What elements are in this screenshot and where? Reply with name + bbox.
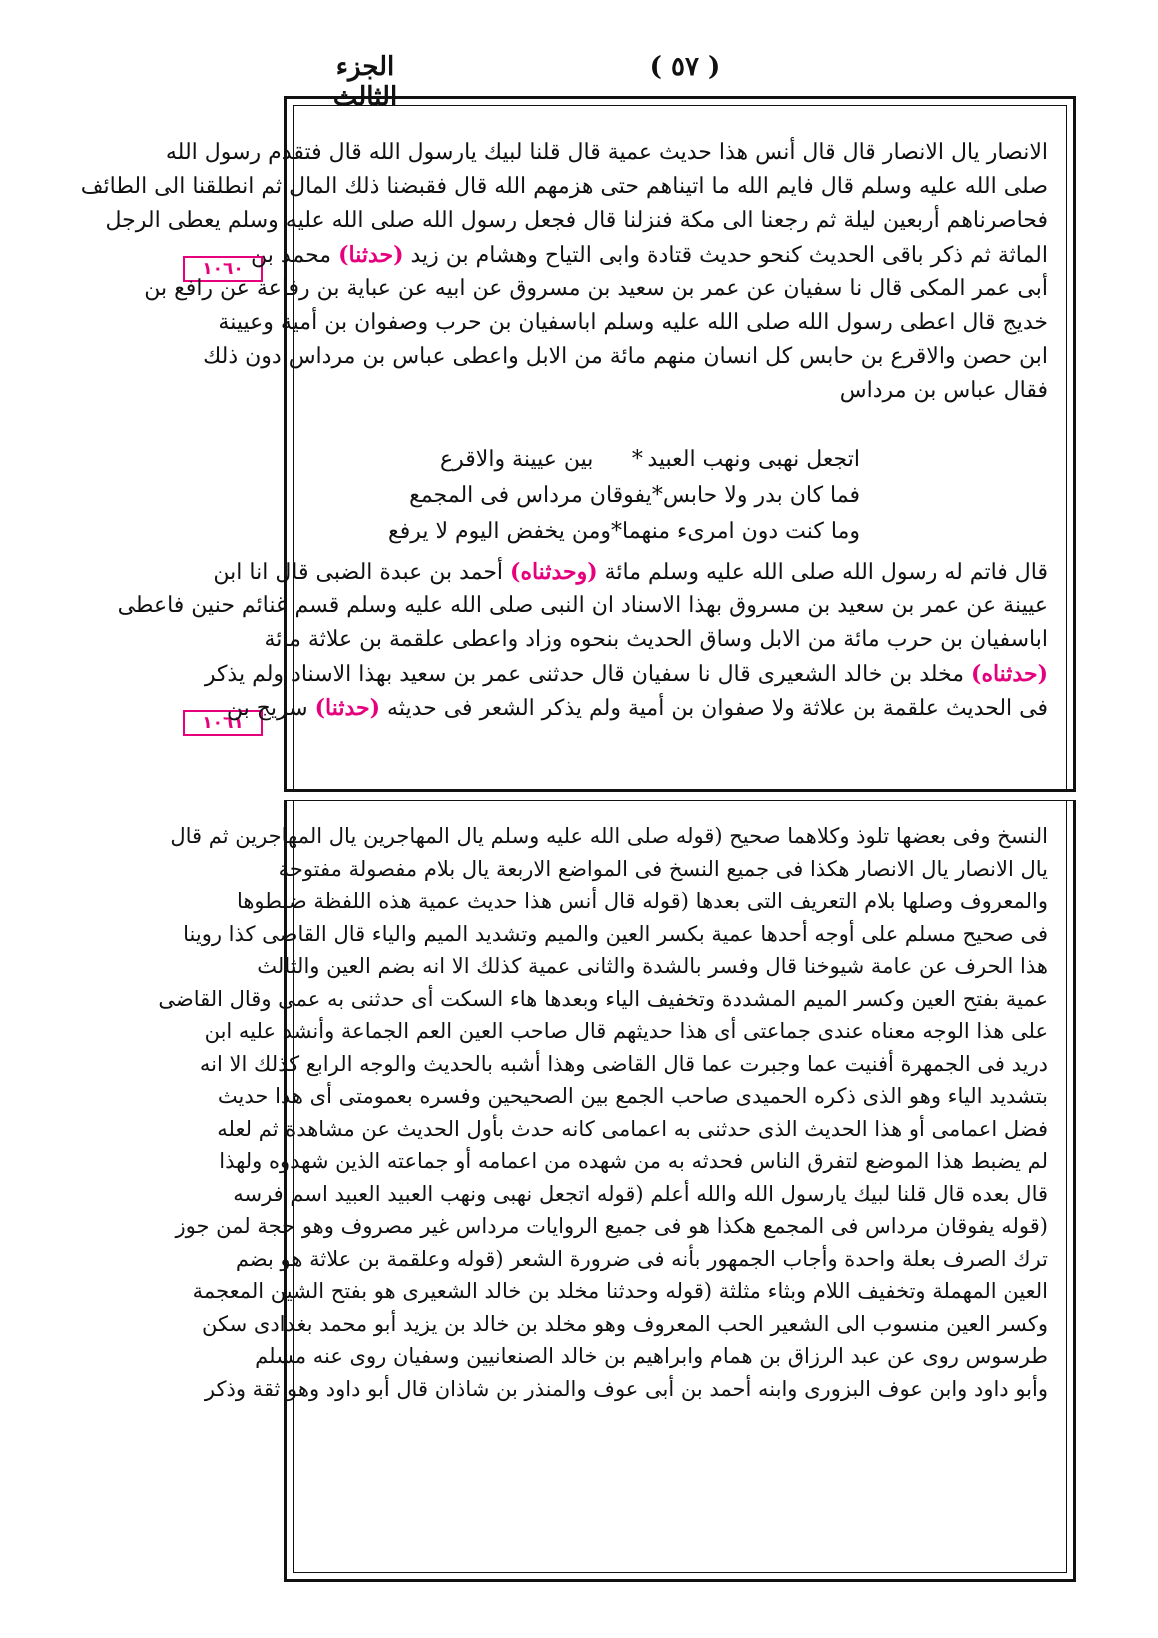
commentary-line: فى صحيح مسلم على أوجه أحدها عمية بكسر العين والميم وتشديد الميم والياء قال القاضى كذا روينا [183,921,1048,946]
page-number: ( ٥٧ ) [649,52,721,82]
commentary-line: النسخ وفى بعضها تلوذ وكلاهما صحيح (قوله صلى الله عليه وسلم يال المهاجرين يال المهاجرين ثم قال [170,824,1048,848]
text-line: الماثة ثم ذكر باقى الحديث كنحو حديث قتادة وابى التياح وهشام بن زيد (حدثنا) محمد بن [250,242,1048,268]
text-line: أبى عمر المكى قال نا سفيان عن عمر بن سعيد بن مسروق عن ابيه عن عباية بن رفاعة عن رافع بن [144,276,1048,301]
text-line: عيينة عن عمر بن سعيد بن مسروق بهذا الاسناد ان النبى صلى الله عليه وسلم قسم غنائم حنين فاعطى [117,593,1048,618]
commentary-text-block [158,820,1048,1405]
text-line: خديج قال اعطى رسول الله صلى الله عليه وسلم اباسفيان بن حرب وصفوان بن أمية وعيينة [218,310,1048,335]
commentary-line: العين المهملة وتخفيف اللام وبثاء مثلثة (قوله وحدثنا مخلد بن خالد الشعيرى هو بفتح الشين المعجمة [192,1279,1048,1303]
text-line: (حدثناه) مخلد بن خالد الشعيرى قال نا سفيان قال حدثنى عمر بن سعيد بهذا الاسناد ولم يذكر [204,661,1048,687]
hadith-number-1061: ١٠٦١ [183,710,263,736]
text-line: الانصار يال الانصار قال قال أنس هذا حديث عمية قال قلنا لبيك يارسول الله قال فتقدم رسول الله [165,140,1048,165]
commentary-line: ترك الصرف بعلة واحدة وأجاب الجمهور بأنه فى ضرورة الشعر (قوله وعلقمة بن علاثة هو بضم [235,1246,1048,1271]
narration-marker: (حدثناه) [971,661,1048,687]
verse-first-hemistich: اتجعل نهبى ونهب العبيد [647,447,860,472]
text-line: ابن حصن والاقرع بن حابس كل انسان منهم مائة من الابل واعطى عباس بن مرداس دون ذلك [203,344,1048,369]
commentary-line: قال بعده قال قلنا لبيك يارسول الله والله أعلم (قوله اتجعل نهبى ونهب العبيد العبيد اسم فرسه [233,1181,1048,1206]
verse-first-hemistich: فما كان بدر ولا حابس [662,483,860,508]
verse-row [388,514,910,550]
text-line: فحاصرناهم أربعين ليلة ثم رجعنا الى مكة فنزلنا قال فجعل رسول الله صلى الله عليه وسلم يعطى الرجل [105,208,1048,233]
commentary-line: طرسوس روى عن عبد الرزاق بن همام وابراهيم بن خالد الصنعانيين وسفيان روى عنه مسلم [255,1344,1048,1368]
verse-separator: * [651,483,663,508]
commentary-line: بتشديد الياء وهو الذى ذكره الحميدى صاحب الجمع بين الصحيحين وفسره بعمومتى أى هذا حديث [217,1084,1048,1108]
commentary-line: (قوله يفوقان مرداس فى المجمع هكذا هو فى جميع الروايات مرداس غير مصروف وهو حجة لمن جوز [175,1214,1048,1238]
commentary-line: وكسر العين منسوب الى الشعير الحب المعروف وهو مخلد بن خالد بن يزيد أبو محمد بغدادى سكن [202,1311,1048,1336]
narration-marker: (حدثنا) [338,242,404,268]
verse-row [440,442,910,478]
verse-separator: * [611,519,623,544]
verse-second-hemistich: بين عيينة والاقرع [440,447,594,472]
narration-marker: (حدثنا) [314,695,381,721]
commentary-line: هذا الحرف عن عامة شيوخنا قال وفسر بالشدة والثانى عمية كذلك الا انه بضم العين والثالث [257,954,1048,978]
verse-first-hemistich: وما كنت دون امرىء منهما [622,519,860,544]
commentary-line: عمية بفتح العين وكسر الميم المشددة وتخفيف الياء وبعدها هاء السكت أى حدثنى به عمى وقال القاضى [158,986,1048,1011]
text-line: فى الحديث علقمة بن علاثة ولا صفوان بن أمية ولم يذكر الشعر فى حديثه (حدثنا) سريج بن [226,695,1048,721]
verse-second-hemistich: ومن يخفض اليوم لا يرفع [388,519,612,544]
commentary-line: والمعروف وصلها بلام التعريف التى بعدها (قوله قال أنس هذا حديث عمية هذه اللفظة ضبطوها [236,889,1048,913]
verse-row [409,478,910,514]
text-line: صلى الله عليه وسلم قال فايم الله ما اتيناهم حتى هزمهم الله قال فقبضنا ذلك المال ثم انطلقنا الى الطائف [80,174,1048,199]
commentary-line: يال الانصار يال الانصار هكذا فى جميع النسخ فى المواضع الاربعة يال بلام مفصولة مفتوحة [278,856,1048,881]
text-line: فقال عباس بن مرداس [839,378,1048,403]
narration-marker: (وحدثناه) [510,559,598,585]
section-divider [284,789,1076,801]
commentary-line: دريد فى الجمهرة أفنيت عما وجبرت عما قال القاضى وهذا أشبه بالحديث والوجه الرابع كذلك الا انه [199,1051,1048,1076]
commentary-line: على هذا الوجه معناه عندى جماعتى أى هذا حديثهم قال صاحب العين العم الجماعة وأنشد عليه ابن [204,1019,1048,1043]
commentary-line: لم يضبط هذا الموضع لتفرق الناس فحدثه به من شهده من اعمامه أو جماعته الذين شهدوه ولهذا [219,1149,1048,1173]
poem-verses [388,442,910,550]
page-header-title: الجزء الثالث [332,52,398,112]
text-line: قال فاتم له رسول الله صلى الله عليه وسلم مائة (وحدثناه) أحمد بن عبدة الضبى قال انا ابن [213,559,1048,585]
commentary-line: فضل اعمامى أو هذا الحديث الذى حدثنى به اعمامى كانه حدث بأول الحديث عن مشاهدة ثم لعله [217,1116,1048,1141]
verse-second-hemistich: يفوقان مرداس فى المجمع [409,483,652,508]
commentary-line: وأبو داود وابن عوف البزورى وابنه أحمد بن أبى عوف والمنذر بن شاذان قال أبو داود وهو ثقة وذكر [204,1376,1048,1401]
hadith-number-1060: ١٠٦٠ [183,256,263,282]
text-line: اباسفيان بن حرب مائة من الابل وساق الحديث بنحوه وزاد واعطى علقمة بن علاثة مائة [264,627,1048,652]
verse-separator: * [631,447,643,472]
